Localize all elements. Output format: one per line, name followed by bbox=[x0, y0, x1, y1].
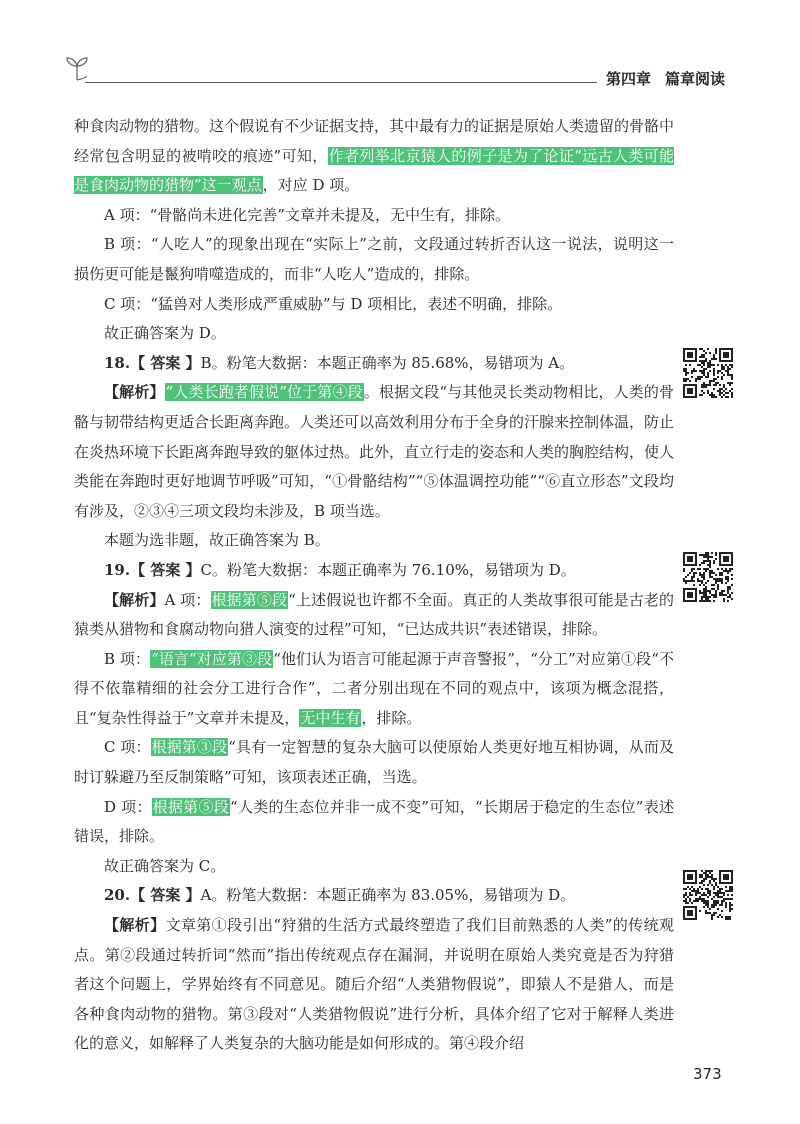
page-number: 373 bbox=[693, 1065, 722, 1083]
text-segment: B 项： bbox=[104, 649, 151, 668]
text-segment: 故正确答案为 D。 bbox=[104, 324, 226, 343]
text-segment: 故正确答案为 C。 bbox=[104, 856, 226, 875]
chapter-title bbox=[606, 68, 725, 89]
text-segment: B 项：“人吃人”的现象出现在“实际上”之前，文段通过转折否认这一说法，说明这一损伤更可能是鬣狗啃噬造成的，而非“人吃人”造成的，排除。 bbox=[74, 235, 674, 283]
highlighted-text: 根据第⑤段 bbox=[152, 797, 230, 816]
bold-label: 18.【 答案 】 bbox=[104, 353, 201, 372]
text-segment: ，对应 D 项。 bbox=[262, 176, 360, 195]
text-segment: C 项： bbox=[104, 738, 151, 757]
paragraph bbox=[74, 378, 674, 526]
paragraph bbox=[74, 645, 674, 734]
sprout-icon bbox=[62, 52, 92, 82]
bold-label: 【解析】 bbox=[104, 590, 165, 609]
paragraph bbox=[74, 733, 674, 792]
qr-code-icon[interactable] bbox=[683, 870, 733, 920]
qr-code-icon[interactable] bbox=[683, 552, 733, 602]
highlighted-text: “人类长跑者假说”位于第④段 bbox=[165, 383, 363, 402]
text-segment: A 项： bbox=[164, 590, 211, 609]
paragraph bbox=[74, 112, 674, 201]
paragraph bbox=[74, 586, 674, 645]
bold-label: 【解析】 bbox=[104, 916, 166, 935]
page-content bbox=[74, 112, 674, 1059]
paragraph bbox=[74, 290, 674, 320]
highlighted-text: 作者列举北京猿人的例子是为了论证“远古人类可能是食肉动物的猎物”这一观点 bbox=[74, 146, 674, 195]
paragraph bbox=[74, 201, 674, 231]
paragraph bbox=[74, 852, 674, 882]
highlighted-text: 根据第③段 bbox=[151, 738, 228, 757]
text-segment: 。根据文段“与其他灵长类动物相比，人类的骨骼与韧带结构更适合长距离奔跑。人类还可以高效利用分布于全身的汗腺来控制体温，防止在炎热环境下长距离奔跑导致的躯体过热。此外，直立行走的姿态和人类的胸腔结构，使人类能在奔跑时更好地调节呼吸”可知，“①骨骼结构”“⑤体温调控功能”“⑥直立形态”文段均有涉及，②③④三项文段均未涉及，B 项当选。 bbox=[74, 383, 675, 520]
text-segment: B。粉笔大数据：本题正确率为 85.68%，易错项为 A。 bbox=[200, 353, 575, 372]
text-segment: C。粉笔大数据：本题正确率为 76.10%，易错项为 D。 bbox=[200, 560, 576, 579]
paragraph bbox=[74, 881, 674, 911]
text-segment: D 项： bbox=[104, 797, 152, 816]
paragraph bbox=[74, 556, 674, 586]
paragraph bbox=[74, 349, 674, 379]
header-rule bbox=[85, 82, 597, 83]
text-segment: ，排除。 bbox=[361, 708, 422, 727]
text-segment: 种食肉动物的猎物。这个假说有不少证据支持，其中最有力的证据是原始人类遗留的骨骼中经常包含明显的被啃咬的痕迹”可知， bbox=[74, 117, 675, 165]
text-segment: “人类的生态位并非一成不变”可知，“长期居于稳定的生态位”表述错误，排除。 bbox=[74, 797, 674, 846]
chapter-number: 第四章 bbox=[606, 70, 652, 88]
bold-label: 【解析】 bbox=[104, 383, 165, 402]
text-segment: A 项：“骨骼尚未进化完善”文章并未提及，无中生有，排除。 bbox=[104, 205, 510, 224]
bold-label: 19.【 答案 】 bbox=[104, 560, 201, 579]
text-segment: “上述假说也许都不全面。真正的人类故事很可能是古老的猿类从猎物和食腐动物向猎人演变的过程”可知，“已达成共识”表述错误，排除。 bbox=[74, 590, 674, 639]
paragraph bbox=[74, 911, 674, 1059]
qr-code-icon[interactable] bbox=[683, 348, 733, 398]
text-segment: 文章第①段引出“狩猎的生活方式最终塑造了我们目前熟悉的人类”的传统观点。第②段通过转折词“然而”指出传统观点存在漏洞，并说明在原始人类究竟是否为狩猎者这个问题上，学界始终有不同意见。随后介绍“人类猎物假说”，即猿人不是猎人，而是各种食肉动物的猎物。第③段对“人类猎物假说”进行分析，具体介绍了它对于解释人类进化的意义，如解释了人类复杂的大脑功能是如何形成的。第④段介绍 bbox=[74, 916, 674, 1053]
page-header bbox=[0, 0, 800, 100]
highlighted-text: 无中生有 bbox=[300, 708, 361, 727]
text-segment: 本题为选非题，故正确答案为 B。 bbox=[104, 531, 330, 550]
paragraph bbox=[74, 793, 674, 852]
highlighted-text: 根据第⑤段 bbox=[211, 590, 288, 609]
text-segment: A。粉笔大数据：本题正确率为 83.05%，易错项为 D。 bbox=[200, 886, 576, 905]
paragraph bbox=[74, 526, 674, 556]
highlighted-text: “语言”对应第③段 bbox=[151, 649, 273, 668]
bold-label: 20.【 答案 】 bbox=[104, 886, 201, 905]
paragraph bbox=[74, 230, 674, 289]
section-title: 篇章阅读 bbox=[665, 70, 726, 88]
text-segment: C 项：“猛兽对人类形成严重威胁”与 D 项相比，表述不明确，排除。 bbox=[104, 294, 563, 313]
paragraph bbox=[74, 319, 674, 349]
text-segment: “具有一定智慧的复杂大脑可以使原始人类更好地互相协调，从而及时订躲避乃至反制策略”可知，该项表述正确，当选。 bbox=[74, 738, 674, 787]
text-segment: “他们认为语言可能起源于声音警报”，“分工”对应第①段“不得不依靠精细的社会分工进行合作”，二者分别出现在不同的观点中，该项为概念混搭，且“复杂性得益于”文章并未提及， bbox=[74, 649, 674, 727]
